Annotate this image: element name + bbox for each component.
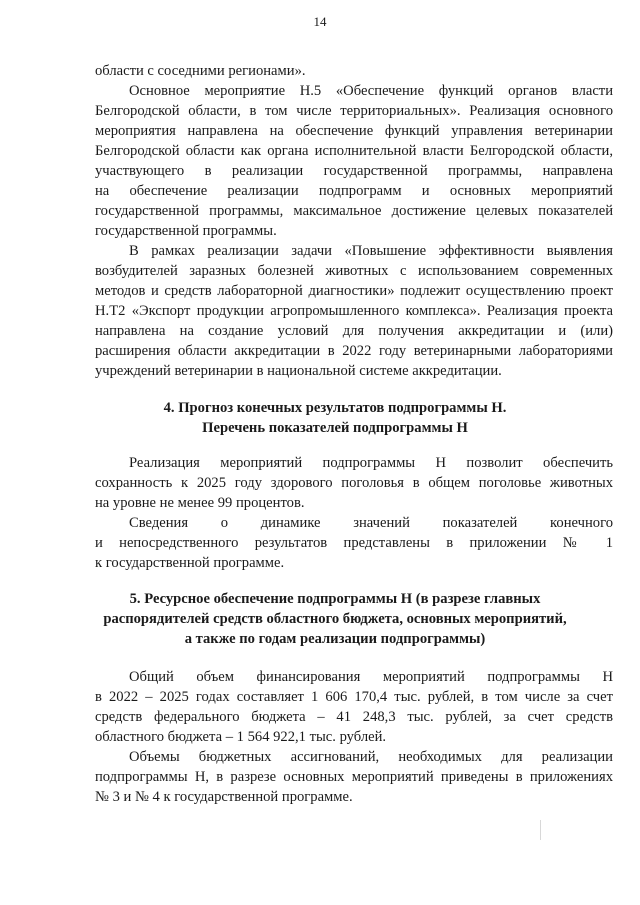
text-line: к государственной программе. [95, 555, 285, 571]
section-4-title: 4. Прогноз конечных результатов подпрограммы Н. [163, 400, 507, 416]
text-line: Основное мероприятие Н.5 «Обеспечение функций органов власти [129, 83, 613, 99]
text-line: сохранность к 2025 году здорового поголовья в общем поголовье животных [95, 475, 613, 491]
text-line: методов и средств лабораторной диагностики» подлежит осуществлению проект [95, 283, 613, 299]
text-line: возбудителей заразных болезней животных с использованием современных [95, 263, 613, 279]
text-line: Реализация мероприятий подпрограммы Н позволит обеспечить [129, 455, 613, 471]
text-line: направлена на создание условий для получения аккредитации и (или) [95, 323, 613, 339]
text-line: Сведения о динамике значений показателей конечного [129, 515, 613, 531]
text-line: на уровне не менее 99 процентов. [95, 495, 305, 511]
text-line: и непосредственного результатов представлены в приложении № 1 [95, 535, 613, 551]
text-line: участвующего в реализации государственной программы, направлена [95, 163, 613, 179]
text-line: Н.Т2 «Экспорт продукции агропромышленного комплекса». Реализация проекта [95, 303, 613, 319]
text-line: в 2022 – 2025 годах составляет 1 606 170,4 тыс. рублей, в том числе за счет [95, 689, 613, 705]
text-line: Белгородской области, в том числе территориальных». Реализация основного [95, 103, 613, 119]
text-line: государственной программы, максимальное достижение целевых показателей [95, 203, 613, 219]
text-line: области с соседними регионами». [95, 63, 306, 79]
section-5-title: распорядителей средств областного бюджета, основных мероприятий, [103, 611, 567, 627]
text-line: В рамках реализации задачи «Повышение эффективности выявления [129, 243, 613, 259]
text-line: на обеспечение реализации подпрограмм и основных мероприятий [95, 183, 613, 199]
section-4-title: Перечень показателей подпрограммы Н [202, 420, 468, 436]
text-line: подпрограммы Н, в разрезе основных мероприятий приведены в приложениях [95, 769, 613, 785]
text-line: областного бюджета – 1 564 922,1 тыс. рублей. [95, 729, 387, 745]
text-line: расширения области аккредитации в 2022 году ветеринарными лабораториями [95, 343, 613, 359]
text-line: государственной программы. [95, 223, 277, 239]
page-number: 14 [313, 14, 327, 29]
scan-artifact [540, 820, 541, 840]
text-line: № 3 и № 4 к государственной программе. [95, 789, 353, 805]
text-line: мероприятия направлена на обеспечение функций управления ветеринарии [95, 123, 613, 139]
text-line: учреждений ветеринарии в национальной системе аккредитации. [95, 363, 502, 379]
section-5-title: а также по годам реализации подпрограммы) [184, 631, 486, 647]
text-line: средств федерального бюджета – 41 248,3 тыс. рублей, за счет средств [95, 709, 613, 725]
text-line: Общий объем финансирования мероприятий подпрограммы Н [129, 669, 613, 685]
text-line: Объемы бюджетных ассигнований, необходимых для реализации [129, 749, 613, 765]
section-5-title: 5. Ресурсное обеспечение подпрограммы Н (в разрезе главных [129, 591, 541, 607]
text-line: Белгородской области как органа исполнительной власти Белгородской области, [95, 143, 613, 159]
